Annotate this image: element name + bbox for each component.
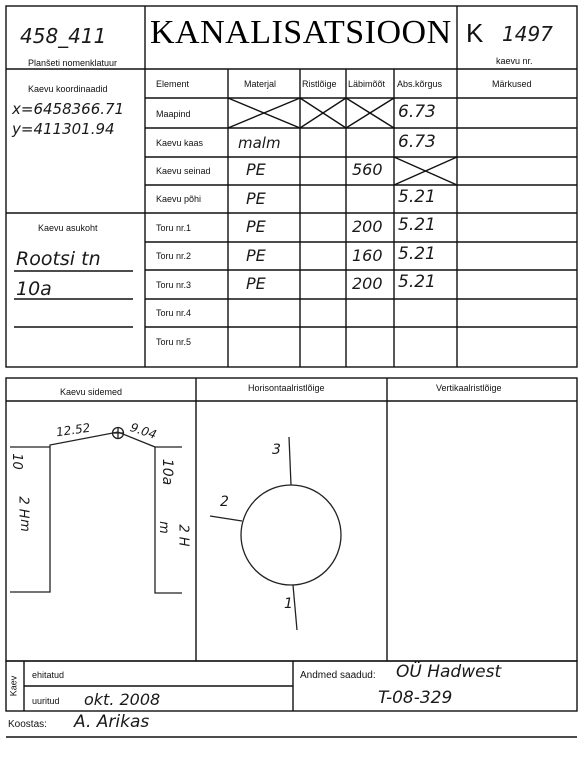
data-company: OÜ Hadwest bbox=[396, 662, 502, 682]
cell-diameter: 560 bbox=[352, 160, 383, 179]
cell-height: 6.73 bbox=[398, 102, 436, 122]
row-label: Maapind bbox=[156, 109, 191, 119]
col-header-notes: Märkused bbox=[492, 79, 532, 89]
horizontal-section-diagram bbox=[210, 437, 341, 630]
pipe-label-3: 3 bbox=[272, 442, 281, 458]
footer-side-label: Kaev bbox=[8, 675, 19, 697]
compiled-label: Koostas: bbox=[8, 719, 47, 730]
cell-height: 5.21 bbox=[398, 272, 436, 292]
cell-diameter: 200 bbox=[352, 274, 383, 293]
cell-material: malm bbox=[238, 134, 281, 152]
well-prefix: K bbox=[466, 18, 484, 48]
sheet-label: Planšeti nomenklatuur bbox=[28, 58, 118, 68]
right-bldg-number: 10a bbox=[159, 458, 176, 486]
cell-material: PE bbox=[246, 246, 266, 265]
well-label: kaevu nr. bbox=[496, 56, 533, 66]
left-bldg-number: 10 bbox=[8, 453, 24, 470]
surveyed-label: uuritud bbox=[32, 696, 60, 706]
row-label: Toru nr.1 bbox=[156, 223, 192, 233]
col-header-element: Element bbox=[156, 79, 190, 89]
dim-left: 12.52 bbox=[55, 420, 92, 440]
row-label: Toru nr.3 bbox=[156, 280, 192, 290]
built-label: ehitatud bbox=[32, 670, 65, 680]
location-street: Rootsi tn bbox=[16, 248, 101, 270]
links-diagram bbox=[10, 427, 182, 593]
links-label: Kaevu sidemed bbox=[60, 387, 123, 397]
data-reference: T-08-329 bbox=[378, 688, 453, 708]
col-header-height: Abs.kõrgus bbox=[397, 79, 443, 89]
dim-right: 9.04 bbox=[128, 420, 159, 442]
cell-diameter: 160 bbox=[352, 246, 383, 265]
cell-material: PE bbox=[246, 189, 266, 208]
cell-material: PE bbox=[246, 160, 266, 179]
left-bldg-unit: m bbox=[16, 519, 32, 532]
cell-height: 5.21 bbox=[398, 215, 436, 235]
pipe-label-2: 2 bbox=[220, 494, 229, 510]
coordinate-x: x=6458366.71 bbox=[12, 100, 125, 118]
location-number: 10a bbox=[16, 278, 52, 300]
cell-height: 5.21 bbox=[398, 244, 436, 264]
col-header-diameter: Läbimõõt bbox=[348, 79, 386, 89]
compiled-signature: A. Arikas bbox=[74, 712, 150, 732]
col-header-cross: Ristlõige bbox=[302, 79, 337, 89]
row-label: Toru nr.2 bbox=[156, 251, 192, 261]
coordinate-y: y=411301.94 bbox=[12, 120, 115, 138]
right-bldg-floors: 2 H bbox=[175, 524, 191, 547]
vertical-label: Vertikaalristlõige bbox=[436, 383, 502, 393]
cell-diameter: 200 bbox=[352, 217, 383, 236]
cell-height: 6.73 bbox=[398, 132, 436, 152]
page-title: KANALISATSIOON bbox=[150, 14, 452, 51]
row-label: Kaevu põhi bbox=[156, 194, 202, 204]
well-number: 1497 bbox=[502, 22, 553, 46]
cell-material: PE bbox=[246, 217, 266, 236]
horizontal-label: Horisontaalristlõige bbox=[248, 383, 325, 393]
pipe-label-1: 1 bbox=[284, 596, 293, 612]
row-label: Toru nr.4 bbox=[156, 308, 192, 318]
right-bldg-unit: m bbox=[155, 521, 171, 534]
surveyed-value: okt. 2008 bbox=[84, 690, 161, 709]
row-label: Toru nr.5 bbox=[156, 337, 192, 347]
location-label: Kaevu asukoht bbox=[38, 223, 98, 233]
data-source-label: Andmed saadud: bbox=[300, 670, 376, 681]
cell-material: PE bbox=[246, 274, 266, 293]
sheet-number: 458_411 bbox=[20, 24, 107, 48]
coordinates-label: Kaevu koordinaadid bbox=[28, 84, 108, 94]
left-bldg-floors: 2 H bbox=[15, 496, 31, 519]
col-header-material: Materjal bbox=[244, 79, 277, 89]
row-label: Kaevu kaas bbox=[156, 138, 204, 148]
row-label: Kaevu seinad bbox=[156, 166, 211, 176]
cell-height: 5.21 bbox=[398, 187, 436, 207]
